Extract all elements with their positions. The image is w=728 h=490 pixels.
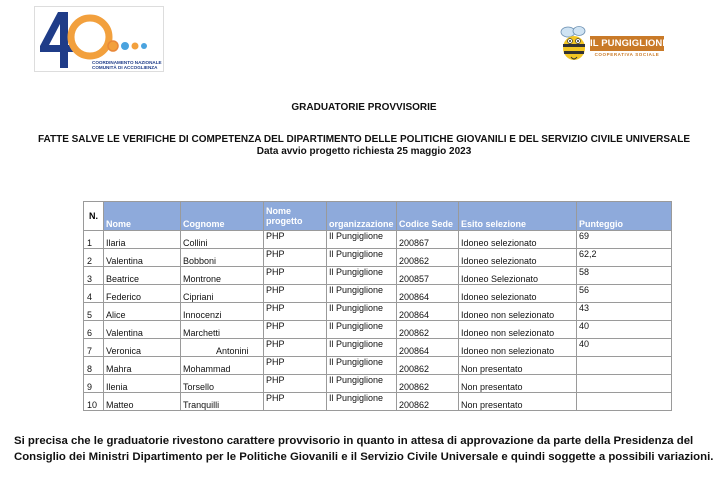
row-organizzazione: Il Pungiglione (327, 231, 397, 249)
row-cognome: Innocenzi (181, 303, 264, 321)
row-punteggio: 43 (577, 303, 672, 321)
row-progetto: PHP (264, 339, 327, 357)
row-sede: 200862 (397, 375, 459, 393)
row-sede: 200864 (397, 285, 459, 303)
row-esito: Idoneo selezionato (459, 285, 577, 303)
row-punteggio: 40 (577, 339, 672, 357)
table-row (84, 393, 672, 411)
row-num: 6 (84, 321, 104, 339)
row-cognome: Cipriani (181, 285, 264, 303)
row-esito: Idoneo non selezionato (459, 303, 577, 321)
row-progetto: PHP (264, 285, 327, 303)
row-nome: Beatrice (104, 267, 181, 285)
table-row (84, 249, 672, 267)
table-row (84, 267, 672, 285)
row-punteggio: 69 (577, 231, 672, 249)
row-esito: Idoneo selezionato (459, 249, 577, 267)
cnca-caption: COORDINAMENTO NAZIONALE COMUNITÀ DI ACCOGLIENZA (92, 60, 162, 70)
row-cognome: Montrone (181, 267, 264, 285)
table-row (84, 375, 672, 393)
page-title: GRADUATORIE PROVVISORIE (291, 102, 437, 113)
row-punteggio (577, 393, 672, 411)
row-esito: Idoneo non selezionato (459, 321, 577, 339)
page-subtitle: FATTE SALVE LE VERIFICHE DI COMPETENZA DEL DIPARTIMENTO DELLE POLITICHE GIOVANILI E DEL SERVIZIO CIVILE UNIVERSALE (37, 134, 691, 145)
row-progetto: PHP (264, 303, 327, 321)
row-num: 2 (84, 249, 104, 267)
cnca-40-logo (34, 6, 164, 72)
row-num: 4 (84, 285, 104, 303)
row-esito: Idoneo Selezionato (459, 267, 577, 285)
row-organizzazione: Il Pungiglione (327, 285, 397, 303)
orange-ring (71, 18, 109, 56)
row-organizzazione: Il Pungiglione (327, 393, 397, 411)
row-cognome: Antonini (181, 339, 264, 357)
row-progetto: PHP (264, 231, 327, 249)
row-punteggio (577, 375, 672, 393)
row-esito: Idoneo non selezionato (459, 339, 577, 357)
row-num: 3 (84, 267, 104, 285)
table-row (84, 231, 672, 249)
row-num: 1 (84, 231, 104, 249)
row-organizzazione: Il Pungiglione (327, 339, 397, 357)
row-nome: Ilenia (104, 375, 181, 393)
table-header-row (84, 202, 672, 231)
table-row (84, 321, 672, 339)
pungiglione-brand: IL PUNGIGLIONE (590, 38, 669, 49)
row-organizzazione: Il Pungiglione (327, 357, 397, 375)
row-cognome: Mohammad (181, 357, 264, 375)
pungiglione-logo (556, 24, 668, 64)
row-sede: 200864 (397, 339, 459, 357)
row-organizzazione: Il Pungiglione (327, 375, 397, 393)
col-sede-header: Codice Sede (397, 202, 459, 231)
row-num: 7 (84, 339, 104, 357)
row-progetto: PHP (264, 357, 327, 375)
row-punteggio: 56 (577, 285, 672, 303)
row-organizzazione: Il Pungiglione (327, 321, 397, 339)
start-date-line: Data avvio progetto richiesta 25 maggio 2023 (256, 146, 472, 157)
col-esito-header: Esito selezione (459, 202, 577, 231)
table-row (84, 357, 672, 375)
row-nome: Federico (104, 285, 181, 303)
row-nome: Valentina (104, 249, 181, 267)
row-nome: Matteo (104, 393, 181, 411)
row-nome: Veronica (104, 339, 181, 357)
provisional-notice: Si precisa che le graduatorie rivestono carattere provvisorio in quanto in attesa di approvazione da parte della Presidenza del Consiglio dei Ministri Dipartimento per le Politiche Giovanili e il Servizio Civile Universale e quindi soggette a possibili variazioni. (14, 435, 714, 463)
bee-icon (556, 24, 592, 64)
row-esito: Non presentato (459, 375, 577, 393)
row-organizzazione: Il Pungiglione (327, 249, 397, 267)
col-num-header: N. (84, 202, 104, 231)
row-punteggio (577, 357, 672, 375)
row-organizzazione: Il Pungiglione (327, 303, 397, 321)
row-cognome: Bobboni (181, 249, 264, 267)
row-progetto: PHP (264, 267, 327, 285)
row-esito: Idoneo selezionato (459, 231, 577, 249)
row-sede: 200864 (397, 303, 459, 321)
row-cognome: Marchetti (181, 321, 264, 339)
row-num: 9 (84, 375, 104, 393)
table-row (84, 303, 672, 321)
table-row (84, 285, 672, 303)
row-sede: 200862 (397, 321, 459, 339)
col-organizzazione-header: organizzazione (327, 202, 397, 231)
row-sede: 200862 (397, 249, 459, 267)
col-nome-header: Nome (104, 202, 181, 231)
col-progetto-header: Nome progetto (264, 202, 327, 231)
row-punteggio: 62,2 (577, 249, 672, 267)
row-cognome: Collini (181, 231, 264, 249)
row-sede: 200862 (397, 393, 459, 411)
row-esito: Non presentato (459, 357, 577, 375)
col-punteggio-header: Punteggio (577, 202, 672, 231)
row-esito: Non presentato (459, 393, 577, 411)
row-num: 8 (84, 357, 104, 375)
pungiglione-subtitle: COOPERATIVA SOCIALE (594, 52, 660, 57)
row-progetto: PHP (264, 249, 327, 267)
row-cognome: Tranquilli (181, 393, 264, 411)
row-num: 5 (84, 303, 104, 321)
row-sede: 200862 (397, 357, 459, 375)
row-sede: 200867 (397, 231, 459, 249)
table-row (84, 339, 672, 357)
row-nome: Alice (104, 303, 181, 321)
row-sede: 200857 (397, 267, 459, 285)
row-progetto: PHP (264, 321, 327, 339)
row-cognome: Torsello (181, 375, 264, 393)
row-punteggio: 58 (577, 267, 672, 285)
row-progetto: PHP (264, 393, 327, 411)
row-progetto: PHP (264, 375, 327, 393)
row-nome: Ilaria (104, 231, 181, 249)
col-cognome-header: Cognome (181, 202, 264, 231)
row-num: 10 (84, 393, 104, 411)
ranking-table (83, 201, 672, 411)
row-punteggio: 40 (577, 321, 672, 339)
row-organizzazione: Il Pungiglione (327, 267, 397, 285)
row-nome: Mahra (104, 357, 181, 375)
row-nome: Valentina (104, 321, 181, 339)
